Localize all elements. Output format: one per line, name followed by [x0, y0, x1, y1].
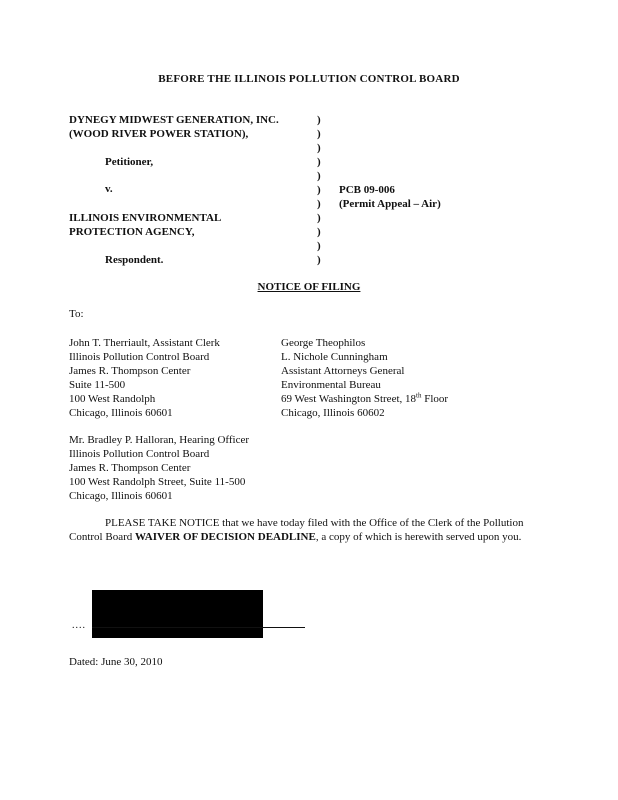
- respondent-role: Respondent.: [105, 254, 164, 266]
- recipient-block-right: [281, 336, 448, 420]
- paren: ): [317, 212, 321, 224]
- hearing-officer-line: James R. Thompson Center: [69, 462, 191, 474]
- hearing-officer-line: Chicago, Illinois 60601: [69, 490, 173, 502]
- to-label: To:: [69, 308, 84, 320]
- recipient-right-line: L. Nichole Cunningham: [281, 351, 388, 363]
- recipient-right-line: [281, 392, 448, 406]
- respondent-name-line1: ILLINOIS ENVIRONMENTAL: [69, 212, 222, 224]
- hearing-officer-line: 100 West Randolph Street, Suite 11-500: [69, 476, 246, 488]
- recipient-left-line: Chicago, Illinois 60601: [69, 407, 173, 419]
- notice-title: NOTICE OF FILING: [257, 281, 361, 293]
- recipient-left-line: 100 West Randolph: [69, 393, 156, 405]
- versus-label: v.: [105, 183, 113, 195]
- paren: ): [317, 226, 321, 238]
- redacted-signature: [92, 590, 263, 638]
- recipient-left-line: John T. Therriault, Assistant Clerk: [69, 337, 220, 349]
- case-info: [339, 183, 441, 211]
- petitioner-name-line1: DYNEGY MIDWEST GENERATION, INC.: [69, 114, 279, 126]
- recipient-right-line: Environmental Bureau: [281, 379, 381, 391]
- dated-line: Dated: June 30, 2010: [69, 656, 163, 668]
- paren: ): [317, 142, 321, 154]
- paren: ): [317, 254, 321, 266]
- caption-paren-column: [317, 113, 321, 267]
- case-type: (Permit Appeal – Air): [339, 198, 441, 210]
- recipient-right-line: George Theophilos: [281, 337, 366, 349]
- petitioner-role: Petitioner,: [105, 156, 154, 168]
- petitioner-name-line2: (WOOD RIVER POWER STATION),: [69, 128, 249, 140]
- paren: ): [317, 156, 321, 168]
- paren: ): [317, 114, 321, 126]
- case-number: PCB 09-006: [339, 184, 395, 196]
- recipient-left-line: Illinois Pollution Control Board: [69, 351, 210, 363]
- notice-document-title: WAIVER OF DECISION DEADLINE: [135, 531, 316, 543]
- paren: ): [317, 128, 321, 140]
- address-street: 69 West Washington Street, 18: [281, 393, 417, 405]
- petitioner-name: [69, 113, 279, 141]
- paren: ): [317, 184, 321, 196]
- notice-text-part1: PLEASE TAKE NOTICE that we have today filed with the Office of the Clerk of the Pollution Control Board: [69, 517, 524, 543]
- respondent-name-line2: PROTECTION AGENCY,: [69, 226, 195, 238]
- recipient-block-left: [69, 336, 220, 420]
- hearing-officer-block: [69, 433, 249, 503]
- address-floor: Floor: [421, 393, 449, 405]
- respondent-name: [69, 211, 221, 239]
- page-heading: BEFORE THE ILLINOIS POLLUTION CONTROL BOARD: [158, 73, 460, 85]
- recipient-left-line: Suite 11-500: [69, 379, 126, 391]
- paren: ): [317, 170, 321, 182]
- hearing-officer-line: Mr. Bradley P. Halloran, Hearing Officer: [69, 434, 250, 446]
- hearing-officer-line: Illinois Pollution Control Board: [69, 448, 210, 460]
- ordinal-suffix: th: [416, 391, 422, 400]
- signature-line: [92, 627, 305, 628]
- recipient-left-line: James R. Thompson Center: [69, 365, 191, 377]
- signature-dots: ....: [72, 620, 86, 631]
- notice-text-part2: , a copy of which is herewith served upon you.: [315, 531, 522, 543]
- paren: ): [317, 198, 321, 210]
- paren: ): [317, 240, 321, 252]
- recipient-right-line: Assistant Attorneys General: [281, 365, 405, 377]
- notice-paragraph: [69, 516, 549, 544]
- recipient-right-line: Chicago, Illinois 60602: [281, 407, 385, 419]
